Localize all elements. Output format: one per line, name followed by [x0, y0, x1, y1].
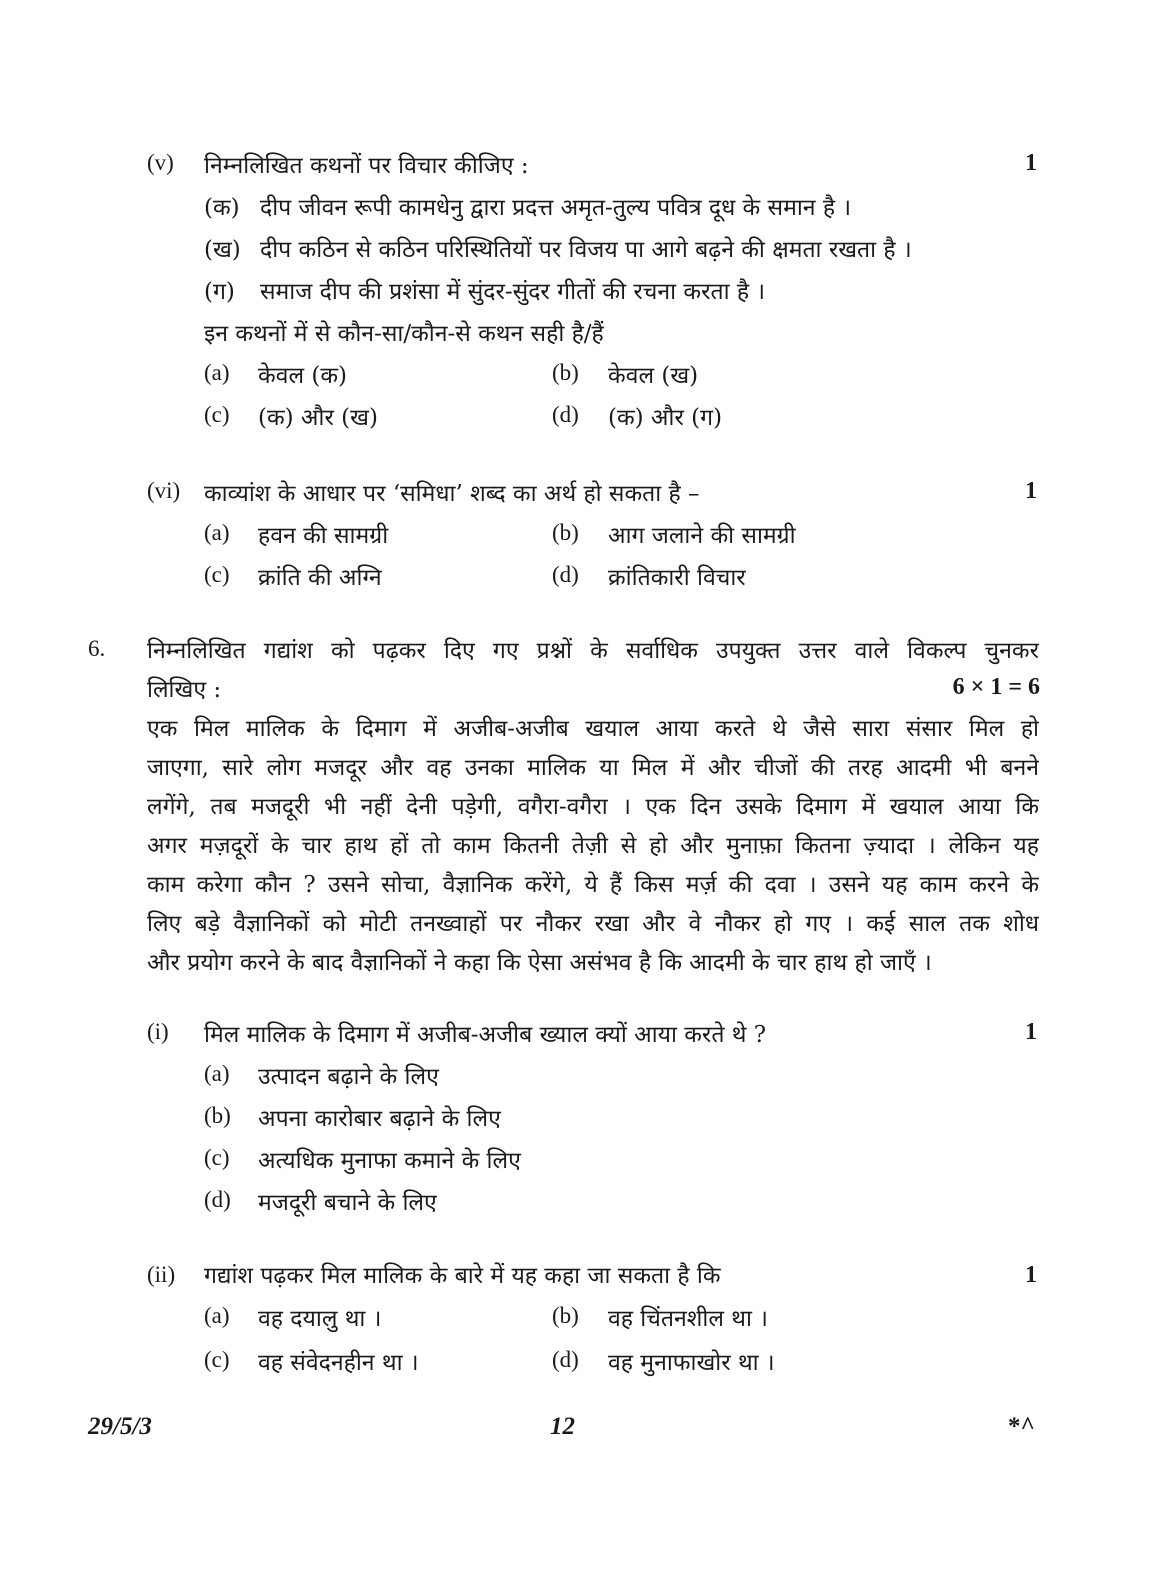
- option-text[interactable]: उत्पादन बढ़ाने के लिए: [258, 1064, 439, 1090]
- question-marks: 1: [1025, 478, 1037, 504]
- question-instruction: [147, 632, 1039, 671]
- statement-text: दीप जीवन रूपी कामधेनु द्वारा प्रदत्त अमृत-तुल्य पवित्र दूध के समान है ।: [260, 195, 852, 221]
- option-label[interactable]: (b): [552, 1303, 579, 1328]
- passage-line: और प्रयोग करने के बाद वैज्ञानिकों ने कहा कि ऐसा असंभव है कि आदमी के चार हाथ हो जाएँ ।: [147, 950, 932, 976]
- question-number: (i): [147, 1019, 169, 1044]
- passage: [147, 710, 1039, 983]
- question-marks: 6 × 1 = 6: [952, 674, 1040, 700]
- question-number: (vi): [147, 478, 181, 503]
- question-text: निम्नलिखित कथनों पर विचार कीजिए :: [204, 153, 529, 179]
- question-text: मिल मालिक के दिमाग में अजीब-अजीब ख्याल क्यों आया करते थे ?: [204, 1022, 767, 1048]
- option-label[interactable]: (d): [204, 1187, 231, 1212]
- question-marks: 1: [1025, 1019, 1037, 1045]
- question-instruction-end: लिखिए :: [147, 677, 222, 703]
- passage-line: एक मिल मालिक के दिमाग में अजीब-अजीब खयाल आया करते थे जैसे सारा संसार मिल हो: [147, 716, 1039, 742]
- option-text[interactable]: (क) और (ग): [608, 405, 723, 431]
- statement-text: दीप कठिन से कठिन परिस्थितियों पर विजय पा आगे बढ़ने की क्षमता रखता है ।: [260, 237, 912, 263]
- option-label[interactable]: (d): [552, 562, 579, 587]
- statement-label: (ग): [204, 279, 235, 305]
- option-label[interactable]: (a): [204, 1061, 230, 1086]
- option-text[interactable]: केवल (ख): [608, 363, 699, 389]
- question-text: गद्यांश पढ़कर मिल मालिक के बारे में यह कहा जा सकता है कि: [204, 1263, 721, 1289]
- option-label[interactable]: (b): [552, 360, 579, 385]
- question-number: (ii): [147, 1262, 176, 1287]
- option-text[interactable]: क्रांतिकारी विचार: [608, 565, 746, 591]
- option-label[interactable]: (a): [204, 1303, 230, 1328]
- option-text[interactable]: हवन की सामग्री: [258, 523, 389, 549]
- set-mark: *^: [1008, 1413, 1036, 1440]
- question-text: काव्यांश के आधार पर ‘समिधा’ शब्द का अर्थ हो सकता है –: [204, 481, 700, 507]
- option-text[interactable]: वह चिंतनशील था ।: [608, 1306, 768, 1332]
- option-label[interactable]: (b): [204, 1103, 231, 1128]
- question-number: (v): [147, 150, 174, 175]
- option-text[interactable]: (क) और (ख): [258, 405, 378, 431]
- instruction-line: निम्नलिखित गद्यांश को पढ़कर दिए गए प्रश्नों के सर्वाधिक उपयुक्त उत्तर वाले विकल्प चुनकर: [147, 638, 1039, 664]
- question-marks: 1: [1025, 1262, 1037, 1288]
- option-label[interactable]: (c): [204, 1347, 230, 1372]
- option-label[interactable]: (c): [204, 1145, 230, 1170]
- statement-prompt: इन कथनों में से कौन-सा/कौन-से कथन सही है/हैं: [204, 321, 604, 347]
- option-label[interactable]: (d): [552, 402, 579, 427]
- option-text[interactable]: वह मुनाफाखोर था ।: [608, 1350, 775, 1376]
- option-label[interactable]: (b): [552, 520, 579, 545]
- option-text[interactable]: आग जलाने की सामग्री: [608, 523, 796, 549]
- passage-line: लिए बड़े वैज्ञानिकों को मोटी तनख्वाहों पर नौकर रखा और वे नौकर हो गए । कई साल तक शोध: [147, 911, 1039, 937]
- statement-text: समाज दीप की प्रशंसा में सुंदर-सुंदर गीतों की रचना करता है ।: [260, 279, 766, 305]
- option-text[interactable]: मजदूरी बचाने के लिए: [258, 1190, 437, 1216]
- option-text[interactable]: क्रांति की अग्नि: [258, 565, 382, 591]
- option-text[interactable]: अपना कारोबार बढ़ाने के लिए: [258, 1106, 501, 1132]
- option-text[interactable]: वह संवेदनहीन था ।: [258, 1350, 419, 1376]
- page-number: 12: [550, 1413, 575, 1440]
- option-text[interactable]: केवल (क): [258, 363, 347, 389]
- statement-label: (क): [204, 195, 240, 221]
- paper-code: 29/5/3: [88, 1413, 152, 1440]
- passage-line: जाएगा, सारे लोग मजदूर और वह उनका मालिक या मिल में और चीजों की तरह आदमी भी बनने: [147, 755, 1039, 781]
- option-text[interactable]: अत्यधिक मुनाफा कमाने के लिए: [258, 1148, 521, 1174]
- option-label[interactable]: (a): [204, 520, 230, 545]
- passage-line: काम करेगा कौन ? उसने सोचा, वैज्ञानिक करेंगे, ये हैं किस मर्ज़ की दवा । उसने यह काम करने के: [147, 872, 1039, 898]
- question-number: 6.: [88, 636, 106, 661]
- passage-line: अगर मज़दूरों के चार हाथ हों तो काम कितनी तेज़ी से हो और मुनाफ़ा कितना ज़्यादा । लेकिन यह: [147, 833, 1039, 859]
- question-marks: 1: [1025, 150, 1037, 176]
- option-label[interactable]: (a): [204, 360, 230, 385]
- statement-label: (ख): [204, 237, 241, 263]
- option-label[interactable]: (c): [204, 562, 230, 587]
- option-label[interactable]: (d): [552, 1347, 579, 1372]
- passage-line: लगेंगे, तब मजदूरी भी नहीं देनी पड़ेगी, वगैरा-वगैरा । एक दिन उसके दिमाग में खयाल आया कि: [147, 794, 1039, 820]
- option-text[interactable]: वह दयालु था ।: [258, 1306, 382, 1332]
- option-label[interactable]: (c): [204, 402, 230, 427]
